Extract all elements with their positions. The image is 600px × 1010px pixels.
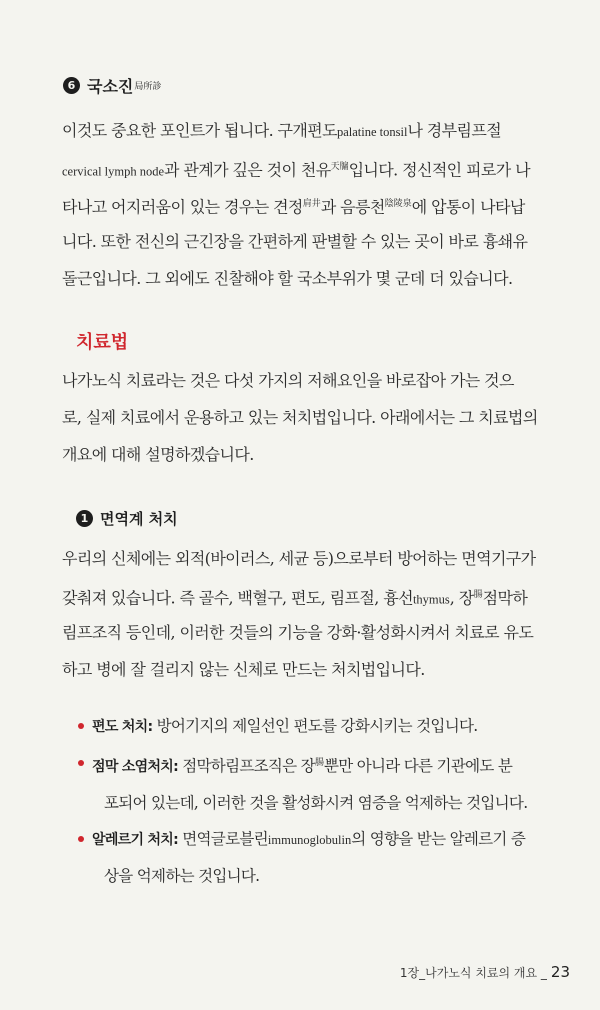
text-line [62, 362, 580, 399]
text-run: 림프조직 등인데, 이러한 것들의 기능을 강화·활성화시켜서 치료로 유도 [62, 623, 534, 642]
text-run: 갖춰져 있습니다. 즉 골수, 백혈구, 편도, 림프절, 흉선 [62, 588, 413, 608]
text-line [62, 399, 580, 436]
text-line [62, 186, 580, 223]
bullet-label: 점막 소염처치: [92, 759, 179, 776]
immune-title: 면역계 처치 [100, 510, 178, 528]
text-line [152, 717, 477, 735]
text-line [62, 651, 580, 688]
hanja-annotation: 腸 [473, 590, 483, 600]
hanja-annotation: 天牖 [330, 162, 349, 172]
immune-number-badge: 1 [76, 510, 93, 527]
section-title: 국소진 [87, 77, 134, 96]
text-run: 의 영향을 받는 알레르기 증 [351, 830, 526, 849]
text-run: 하고 병에 잘 걸리지 않는 신체로 만드는 처치법입니다. [62, 660, 425, 679]
section-title-hanja: 局所診 [134, 82, 162, 92]
text-run: , 장 [449, 588, 474, 608]
hanja-annotation: 肩井 [302, 199, 321, 209]
text-line [62, 577, 580, 614]
bullet-text [152, 717, 477, 735]
text-run: 뿐만 아니라 다른 기관에도 분 [323, 757, 513, 776]
text-line [62, 260, 580, 297]
treatment-paragraph [62, 362, 580, 473]
latin-term: thymus [412, 592, 450, 607]
text-run: 나가노식 치료라는 것은 다섯 가지의 저해요인을 바로잡아 가는 것으 [62, 371, 514, 390]
bullet-label: 알레르기 처치: [92, 832, 179, 849]
text-line [62, 149, 580, 186]
latin-term: cervical lymph node [62, 164, 165, 179]
text-line [62, 436, 580, 473]
text-run: 에 압통이 나타납 [411, 197, 525, 217]
text-line [178, 830, 525, 848]
text-line [62, 223, 580, 260]
hanja-annotation: 腸 [314, 758, 324, 768]
text-run: 포되어 있는데, 이러한 것을 활성화시켜 염증을 억제하는 것입니다. [104, 794, 528, 813]
text-run: 이것도 중요한 포인트가 됩니다. 구개편도 [62, 121, 337, 140]
text-run: 과 음릉천 [320, 197, 385, 217]
bullet-dot-icon [78, 760, 84, 766]
bullet-dot-icon [78, 836, 84, 842]
text-line [92, 858, 588, 894]
hanja-annotation: 陰陵泉 [384, 199, 412, 209]
text-run: 면역글로블린 [178, 830, 268, 849]
text-run: 개요에 대해 설명하겠습니다. [62, 445, 254, 464]
text-line [62, 112, 580, 149]
text-run: 로, 실제 치료에서 운용하고 있는 처치법입니다. 아래에서는 그 치료법의 [62, 408, 538, 427]
text-run: 니다. 또한 전신의 근긴장을 간편하게 판별할 수 있는 곳이 바로 흉쇄유 [62, 232, 528, 251]
text-run: 입니다. 정신적인 피로가 나 [348, 160, 530, 180]
text-run: 돌근입니다. 그 외에도 진찰해야 할 국소부위가 몇 군데 더 있습니다. [62, 269, 513, 288]
bullet-label: 편도 처치: [92, 719, 153, 735]
text-line [92, 785, 588, 821]
latin-term: immunoglobulin [267, 833, 352, 848]
bullet-dot-icon [78, 723, 84, 729]
latin-term: palatine tonsil [336, 125, 408, 139]
text-line [62, 614, 580, 651]
page-number: 23 [550, 963, 570, 981]
text-line [178, 757, 512, 775]
footer-chapter: 1장_나가노식 치료의 개요 _ [399, 966, 547, 980]
text-line [62, 540, 580, 577]
text-run: 과 관계가 깊은 것이 천유 [164, 160, 331, 180]
immune-heading [76, 508, 178, 529]
text-run: 점막하 [482, 588, 528, 608]
local-exam-paragraph [62, 112, 580, 297]
bullet-item [78, 821, 588, 894]
bullet-item [78, 708, 588, 745]
section-heading-local-exam [63, 74, 161, 97]
text-run: 우리의 신체에는 외적(바이러스, 세균 등)으로부터 방어하는 면역기구가 [62, 549, 536, 568]
bullet-item [78, 745, 588, 821]
text-run: 방어기지의 제일선인 편도를 강화시키는 것입니다. [152, 717, 478, 735]
treatment-heading: 치료법 [76, 332, 129, 353]
text-run: 나 경부림프절 [407, 121, 502, 140]
treatment-bullet-list [78, 708, 588, 894]
page-footer [400, 963, 570, 981]
text-run: 상을 억제하는 것입니다. [104, 867, 260, 886]
text-run: 점막하림프조직은 장 [178, 757, 315, 776]
text-run: 타나고 어지러움이 있는 경우는 견정 [62, 197, 303, 217]
section-number-badge: 6 [63, 77, 80, 94]
immune-paragraph [62, 540, 580, 688]
